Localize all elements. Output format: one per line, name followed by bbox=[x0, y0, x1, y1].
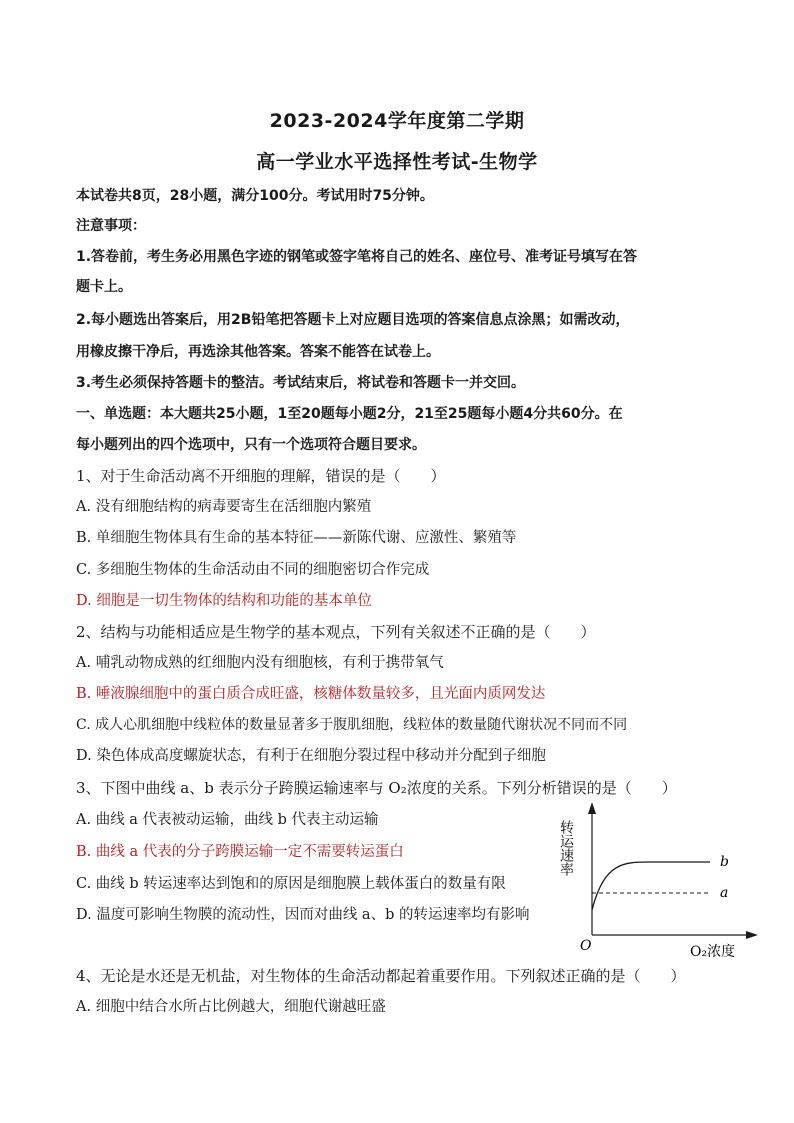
question-3-option-b: B. 曲线 a 代表的分子跨膜运输一定不需要转运蛋白 bbox=[76, 844, 404, 860]
curve-a-label: a bbox=[720, 885, 729, 901]
origin-label: O bbox=[580, 938, 592, 954]
question-4-stem: 4、无论是水还是无机盐，对生物体的生命活动都起着重要作用。下列叙述正确的是（ ） bbox=[76, 967, 686, 985]
question-3-option-d: D. 温度可影响生物膜的流动性，因而对曲线 a、b 的转运速率均有影响 bbox=[76, 907, 530, 923]
question-2-option-a: A. 哺乳动物成熟的红细胞内没有细胞核，有利于携带氧气 bbox=[76, 655, 444, 671]
exam-title-year: 2023-2024学年度第二学期 bbox=[269, 110, 525, 132]
section-heading-line-1: 一、单选题：本大题共25小题，1至20题每小题2分，21至25题每小题4分共60分。在 bbox=[76, 406, 623, 422]
question-3-option-a: A. 曲线 a 代表被动运输，曲线 b 代表主动运输 bbox=[76, 812, 379, 828]
question-2-option-d: D. 染色体成高度螺旋状态，有利于在细胞分裂过程中移动并分配到子细胞 bbox=[76, 748, 546, 764]
notice-1-line-2: 题卡上。 bbox=[76, 279, 132, 295]
x-axis-label: O₂浓度 bbox=[690, 944, 736, 960]
curve-b-label: b bbox=[720, 854, 729, 870]
question-1-stem: 1、对于生命活动离不开细胞的理解，错误的是（ ） bbox=[76, 467, 446, 485]
question-3-option-c: C. 曲线 b 转运速率达到饱和的原因是细胞膜上载体蛋白的数量有限 bbox=[76, 876, 506, 892]
question-4-option-a: A. 细胞中结合水所占比例越大，细胞代谢越旺盛 bbox=[76, 999, 386, 1015]
y-axis-arrow bbox=[588, 802, 596, 814]
question-2-stem: 2、结构与功能相适应是生物学的基本观点，下列有关叙述不正确的是（ ） bbox=[76, 623, 596, 641]
exam-summary: 本试卷共8页，28小题，满分100分。考试用时75分钟。 bbox=[76, 188, 434, 204]
question-1-option-a: A. 没有细胞结构的病毒要寄生在活细胞内繁殖 bbox=[76, 499, 372, 515]
transport-rate-graph bbox=[560, 800, 760, 970]
question-3-stem: 3、下图中曲线 a、b 表示分子跨膜运输速率与 O₂浓度的关系。下列分析错误的是（ ） bbox=[76, 779, 677, 797]
question-1-option-d: D. 细胞是一切生物体的结构和功能的基本单位 bbox=[76, 593, 372, 609]
question-1-option-b: B. 单细胞生物体具有生命的基本特征——新陈代谢、应激性、繁殖等 bbox=[76, 530, 517, 546]
y-axis-label: 转运速率 bbox=[558, 820, 574, 876]
x-axis-arrow bbox=[746, 931, 758, 939]
question-1-option-c: C. 多细胞生物体的生命活动由不同的细胞密切合作完成 bbox=[76, 562, 430, 578]
notice-2-line-1: 2.每小题选出答案后，用2B铅笔把答题卡上对应题目选项的答案信息点涂黑；如需改动， bbox=[76, 312, 630, 328]
curve-b bbox=[592, 862, 710, 910]
notice-3: 3.考生必须保持答题卡的整洁。考试结束后，将试卷和答题卡一并交回。 bbox=[76, 375, 526, 391]
notice-1-line-1: 1.答卷前，考生务必用黑色字迹的钢笔或签字笔将自己的姓名、座位号、准考证号填写在答 bbox=[76, 249, 638, 265]
exam-title-subject: 高一学业水平选择性考试-生物学 bbox=[256, 151, 538, 173]
question-2-option-b: B. 唾液腺细胞中的蛋白质合成旺盛，核糖体数量较多，且光面内质网发达 bbox=[76, 686, 546, 702]
section-heading-line-2: 每小题列出的四个选项中，只有一个选项符合题目要求。 bbox=[76, 437, 426, 453]
question-2-option-c: C. 成人心肌细胞中线粒体的数量显著多于腹肌细胞，线粒体的数量随代谢状况不同而不同 bbox=[76, 717, 628, 733]
notice-2-line-2: 用橡皮擦干净后，再选涂其他答案。答案不能答在试卷上。 bbox=[76, 344, 440, 360]
notice-heading: 注意事项： bbox=[76, 218, 146, 234]
